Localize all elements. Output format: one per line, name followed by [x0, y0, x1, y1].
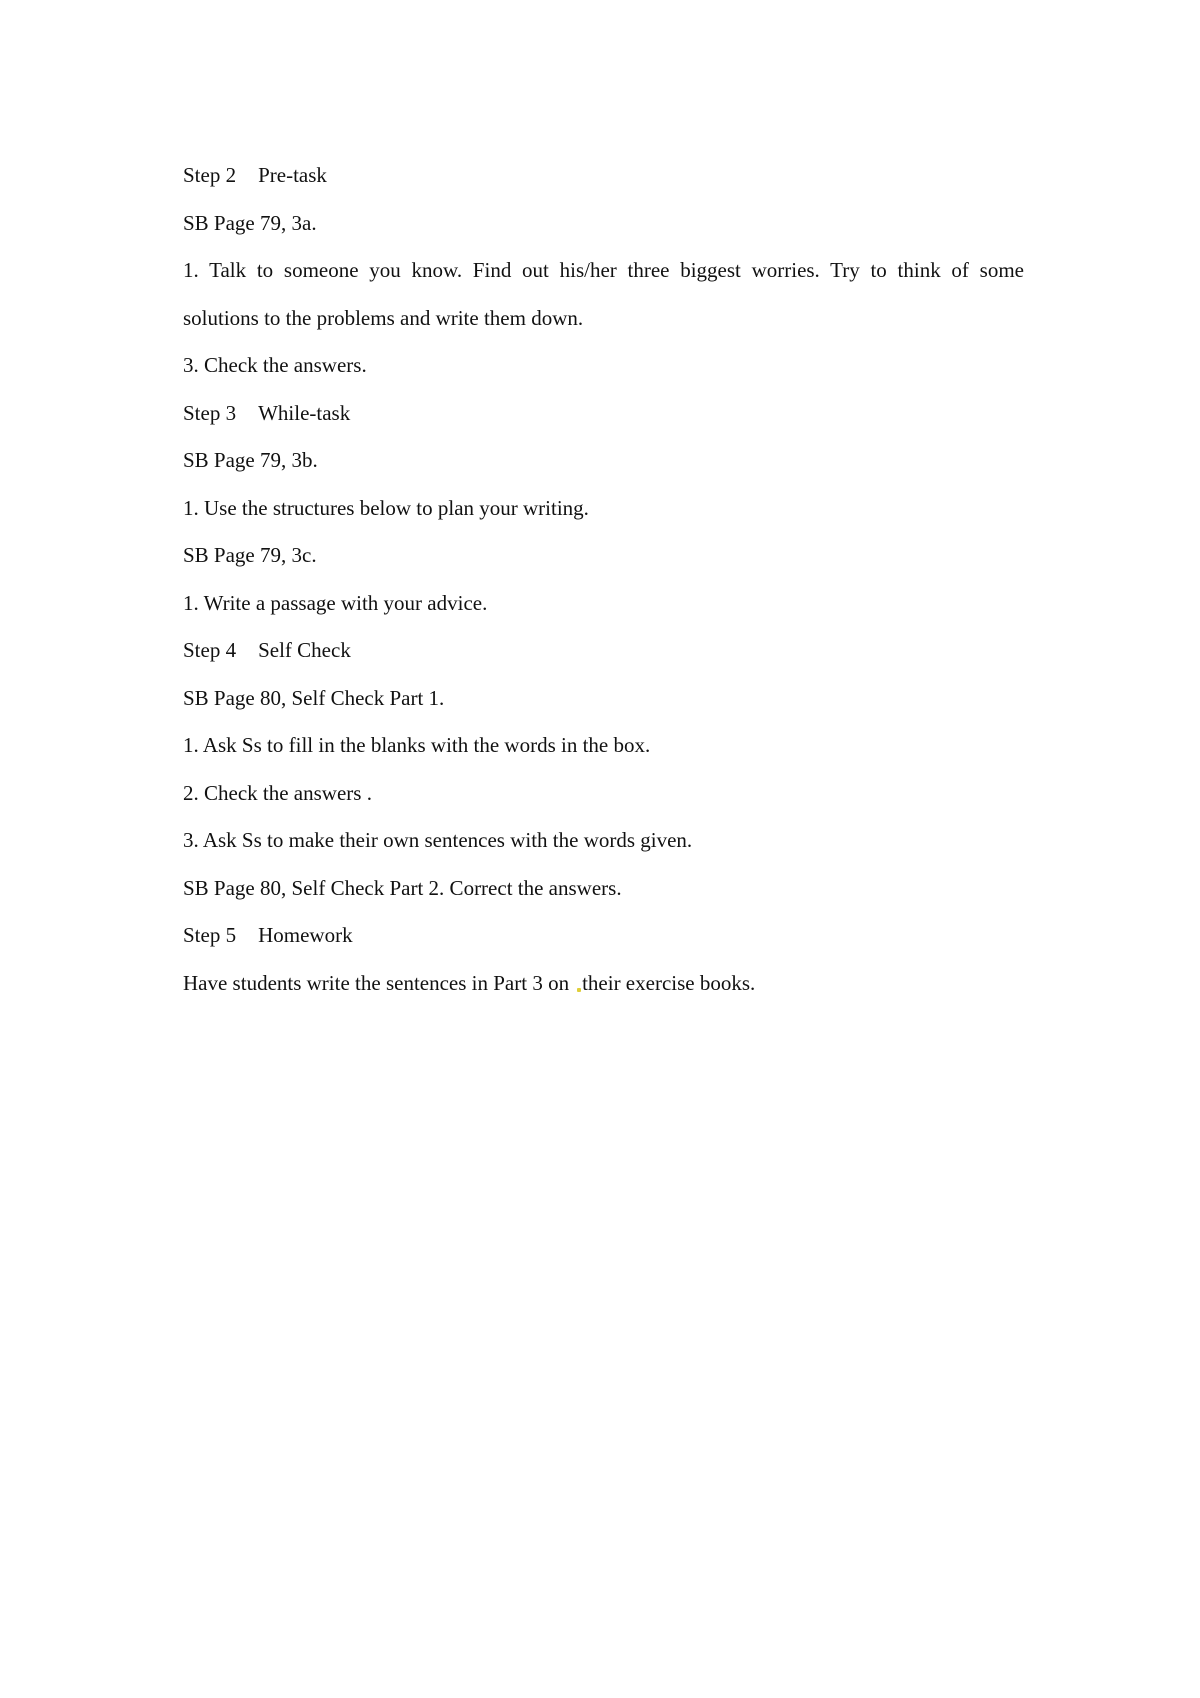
- step-2-heading: [183, 152, 1024, 200]
- sb-page-reference: SB Page 79, 3b.: [183, 448, 318, 472]
- step-title: Homework: [258, 923, 353, 947]
- step-label: Step 5: [183, 923, 237, 947]
- homework-text-start: Have students write the sentences in Part 3 on: [183, 970, 570, 995]
- instruction-line: 1. Write a passage with your advice.: [183, 590, 488, 615]
- edit-marker-icon: [577, 988, 581, 992]
- instruction-line: 2. Check the answers .: [183, 780, 372, 805]
- instruction-line: 1. Ask Ss to fill in the blanks with the words in the box.: [183, 733, 651, 757]
- step-title: Self Check: [258, 638, 351, 662]
- step-title: While-task: [258, 400, 351, 425]
- step-5-heading: [183, 912, 1024, 960]
- step-4-heading: [183, 627, 1024, 675]
- homework-line: [183, 960, 1024, 1008]
- instruction-line-continued: solutions to the problems and write them down.: [183, 305, 584, 330]
- sb-page-reference: SB Page 79, 3c.: [183, 543, 317, 567]
- instruction-line: 1. Use the structures below to plan your writing.: [183, 495, 589, 520]
- sb-page-reference: SB Page 80, Self Check Part 2. Correct the answers.: [183, 875, 622, 900]
- instruction-line: 1. Talk to someone you know. Find out his/her three biggest worries. Try to think of some: [183, 258, 1024, 282]
- sb-page-reference: SB Page 80, Self Check Part 1.: [183, 685, 445, 710]
- step-title: Pre-task: [258, 163, 327, 187]
- sb-page-reference: SB Page 79, 3a.: [183, 210, 317, 235]
- step-label: Step 3: [183, 400, 237, 425]
- document-body: [183, 152, 1024, 1007]
- step-3-heading: [183, 390, 1024, 438]
- homework-text-end: their exercise books.: [582, 970, 756, 995]
- instruction-line: 3. Check the answers.: [183, 353, 367, 377]
- instruction-line: 3. Ask Ss to make their own sentences with the words given.: [183, 828, 693, 852]
- step-label: Step 4: [183, 638, 237, 662]
- step-label: Step 2: [183, 163, 237, 187]
